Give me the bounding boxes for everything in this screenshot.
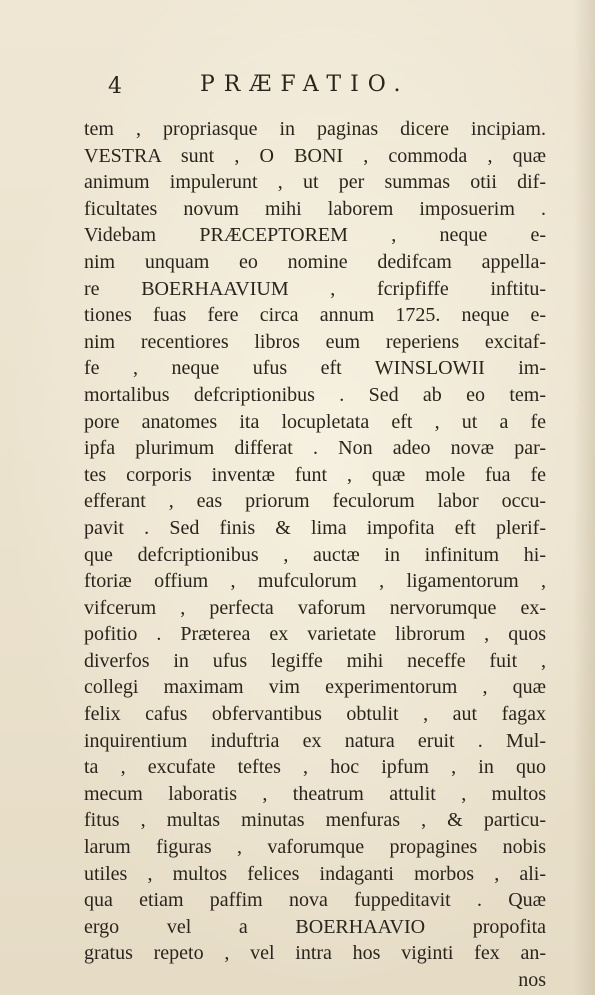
text-line: fe , neque ufus eft WINSLOWII im- (84, 357, 546, 380)
text-line: utiles , multos felices indaganti morbos , ali- (84, 862, 546, 885)
text-line: tem , propriasque in paginas dicere incipiam. (84, 118, 546, 140)
text-line: qua etiam paffim nova fuppeditavit . Quæ (84, 889, 546, 912)
text-line: mecum laboratis , theatrum attulit , multos (84, 782, 546, 805)
text-line: felix cafus obfervantibus obtulit , aut fagax (84, 703, 546, 726)
text-line: fitus , multas minutas menfuras , & particu- (84, 809, 546, 832)
page-number: 4 (108, 74, 122, 99)
text-line: diverfos in ufus legiffe mihi neceffe fuit , (84, 649, 546, 672)
text-line: tes corporis inventæ funt , quæ mole fua fe (84, 463, 546, 486)
text-line: ficultates novum mihi laborem imposuerim . (84, 197, 546, 220)
running-title: PRÆFATIO. (200, 72, 410, 97)
text-line: pofitio . Præterea ex varietate librorum , quos (84, 623, 546, 646)
text-line: collegi maximam vim experimentorum , quæ (84, 676, 546, 699)
text-line: inquirentium induftria ex natura eruit . Mul- (84, 729, 546, 752)
text-line: mortalibus defcriptionibus . Sed ab eo tem- (84, 383, 546, 406)
text-line: nim recentiores libros eum reperiens excitaf- (84, 330, 546, 353)
text-line: ta , excufate teftes , hoc ipfum , in quo (84, 756, 546, 779)
text-line: Videbam PRÆCEPTOREM , neque e- (84, 224, 546, 247)
text-line: tiones fuas fere circa annum 1725. neque e- (84, 304, 546, 327)
text-line: animum impulerunt , ut per summas otii dif- (84, 171, 546, 194)
text-line: vifcerum , perfecta vaforum nervorumque ex- (84, 596, 546, 619)
page-edge-shadow (573, 0, 595, 995)
text-line: pore anatomes ita locupletata eft , ut a fe (84, 410, 546, 433)
text-line: efferant , eas priorum feculorum labor occu- (84, 490, 546, 513)
page-header (108, 70, 448, 102)
text-line: gratus repeto , vel intra hos viginti fex an- (84, 942, 546, 965)
body-text (84, 116, 546, 994)
text-line: ftoriæ offium , mufculorum , ligamentorum , (84, 570, 546, 593)
text-line: que defcriptionibus , auctæ in infinitum hi- (84, 543, 546, 566)
text-line: VESTRA sunt , O BONI , commoda , quæ (84, 144, 546, 167)
text-line: ergo vel a BOERHAAVIO propofita (84, 915, 546, 938)
text-line: larum figuras , vaforumque propagines nobis (84, 836, 546, 859)
text-line: ipfa plurimum differat . Non adeo novæ par- (84, 437, 546, 460)
text-line: nim unquam eo nomine dedifcam appella- (84, 250, 546, 273)
catchword: nos (518, 969, 546, 991)
text-line: re BOERHAAVIUM , fcripfiffe inftitu- (84, 277, 546, 300)
text-line: pavit . Sed finis & lima impofita eft plerif- (84, 516, 546, 539)
